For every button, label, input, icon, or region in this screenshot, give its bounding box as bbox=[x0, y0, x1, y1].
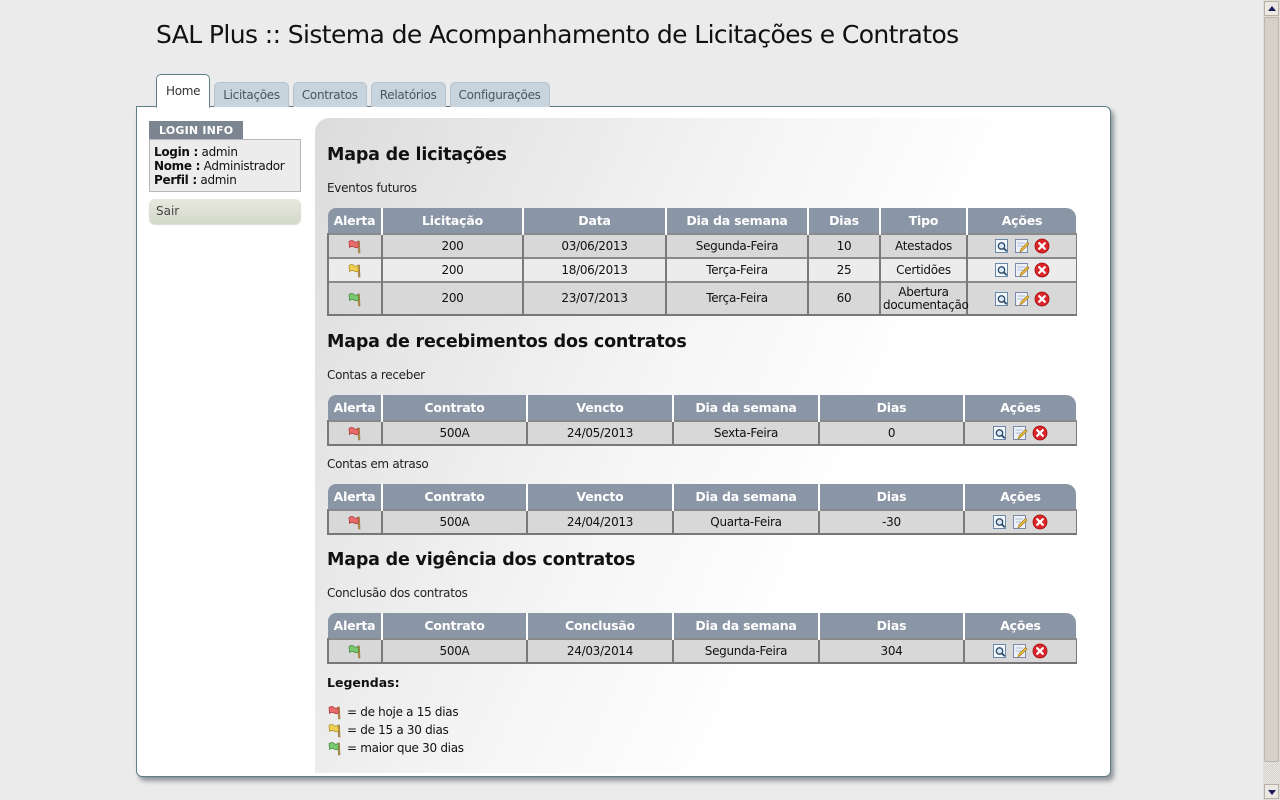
login-info-body bbox=[149, 139, 301, 192]
col-dia-semana[interactable]: Dia da semana bbox=[673, 484, 819, 510]
dia-cell: Terça-Feira bbox=[666, 258, 808, 282]
vencto-cell: 24/05/2013 bbox=[527, 421, 673, 445]
delete-icon[interactable] bbox=[1032, 514, 1048, 530]
tab-licitacoes[interactable]: Licitações bbox=[214, 82, 289, 107]
view-icon[interactable] bbox=[992, 514, 1008, 530]
view-icon[interactable] bbox=[994, 238, 1010, 254]
col-dia-semana[interactable]: Dia da semana bbox=[666, 208, 808, 234]
flag-green-icon bbox=[347, 291, 363, 307]
legend-text: = maior que 30 dias bbox=[347, 741, 464, 755]
content-panel bbox=[315, 118, 1105, 773]
login-info-header: LOGIN INFO bbox=[149, 121, 243, 139]
contrato-cell: 500A bbox=[382, 421, 527, 445]
alert-cell bbox=[328, 234, 382, 258]
tipo-line-1: Abertura bbox=[898, 284, 949, 299]
legend-item bbox=[327, 739, 464, 757]
alert-cell bbox=[328, 639, 382, 663]
delete-icon[interactable] bbox=[1034, 291, 1050, 307]
table-row bbox=[328, 258, 1076, 282]
table-header-row bbox=[328, 208, 1076, 234]
col-tipo[interactable]: Tipo bbox=[880, 208, 967, 234]
conclusao-cell: 24/03/2014 bbox=[527, 639, 673, 663]
logout-button[interactable]: Sair bbox=[149, 199, 301, 224]
col-dias[interactable]: Dias bbox=[819, 484, 964, 510]
dias-cell: -30 bbox=[819, 510, 964, 534]
col-vencto[interactable]: Vencto bbox=[527, 395, 673, 421]
table-row bbox=[328, 421, 1076, 445]
col-dias[interactable]: Dias bbox=[819, 395, 964, 421]
table-header-row bbox=[328, 395, 1076, 421]
dia-cell: Sexta-Feira bbox=[673, 421, 819, 445]
licitacao-cell: 200 bbox=[382, 234, 523, 258]
perfil-label: Perfil : bbox=[154, 173, 197, 187]
flag-red-icon bbox=[347, 425, 363, 441]
receber-table bbox=[327, 395, 1077, 446]
delete-icon[interactable] bbox=[1032, 643, 1048, 659]
recebimentos-title: Mapa de recebimentos dos contratos bbox=[327, 332, 687, 352]
col-alerta[interactable]: Alerta bbox=[328, 208, 382, 234]
login-label: Login : bbox=[154, 145, 199, 159]
col-alerta[interactable]: Alerta bbox=[328, 613, 382, 639]
delete-icon[interactable] bbox=[1032, 425, 1048, 441]
alert-cell bbox=[328, 421, 382, 445]
vigencia-subtitle: Conclusão dos contratos bbox=[327, 586, 468, 600]
nome-value: Administrador bbox=[203, 159, 285, 173]
col-alerta[interactable]: Alerta bbox=[328, 484, 382, 510]
col-acoes: Ações bbox=[964, 395, 1076, 421]
edit-icon[interactable] bbox=[1012, 425, 1028, 441]
flag-red-icon bbox=[347, 514, 363, 530]
col-dias[interactable]: Dias bbox=[808, 208, 880, 234]
col-conclusao[interactable]: Conclusão bbox=[527, 613, 673, 639]
data-cell: 18/06/2013 bbox=[523, 258, 666, 282]
col-data[interactable]: Data bbox=[523, 208, 666, 234]
actions-cell bbox=[967, 282, 1076, 315]
contrato-cell: 500A bbox=[382, 639, 527, 663]
view-icon[interactable] bbox=[992, 643, 1008, 659]
nome-row bbox=[154, 159, 296, 173]
arrow-down-icon bbox=[1268, 790, 1276, 795]
col-acoes: Ações bbox=[964, 484, 1076, 510]
legend-title: Legendas: bbox=[327, 675, 400, 690]
tab-relatorios[interactable]: Relatórios bbox=[371, 82, 446, 107]
receber-subtitle: Contas a receber bbox=[327, 368, 425, 382]
col-acoes: Ações bbox=[964, 613, 1076, 639]
table-row bbox=[328, 282, 1076, 315]
edit-icon[interactable] bbox=[1014, 238, 1030, 254]
data-cell: 23/07/2013 bbox=[523, 282, 666, 315]
col-licitacao[interactable]: Licitação bbox=[382, 208, 523, 234]
licitacao-cell: 200 bbox=[382, 282, 523, 315]
legend-item bbox=[327, 703, 464, 721]
vigencia-title: Mapa de vigência dos contratos bbox=[327, 550, 636, 570]
alert-cell bbox=[328, 510, 382, 534]
col-dia-semana[interactable]: Dia da semana bbox=[673, 395, 819, 421]
view-icon[interactable] bbox=[994, 262, 1010, 278]
scroll-down-button[interactable] bbox=[1264, 784, 1279, 799]
dia-cell: Terça-Feira bbox=[666, 282, 808, 315]
dia-cell: Segunda-Feira bbox=[666, 234, 808, 258]
legend-text: = de hoje a 15 dias bbox=[347, 705, 459, 719]
flag-yellow-icon bbox=[327, 722, 343, 738]
col-contrato[interactable]: Contrato bbox=[382, 395, 527, 421]
legend-list bbox=[327, 703, 464, 757]
flag-yellow-icon bbox=[347, 262, 363, 278]
alert-cell bbox=[328, 258, 382, 282]
arrow-up-icon bbox=[1268, 6, 1276, 11]
tab-configuracoes[interactable]: Configurações bbox=[450, 82, 550, 107]
delete-icon[interactable] bbox=[1034, 238, 1050, 254]
actions-cell bbox=[964, 421, 1076, 445]
vencto-cell: 24/04/2013 bbox=[527, 510, 673, 534]
col-acoes: Ações bbox=[967, 208, 1076, 234]
vigencia-table bbox=[327, 613, 1077, 664]
atraso-table bbox=[327, 484, 1077, 535]
contrato-cell: 500A bbox=[382, 510, 527, 534]
edit-icon[interactable] bbox=[1012, 643, 1028, 659]
tipo-cell bbox=[880, 282, 967, 315]
licitacoes-table bbox=[327, 208, 1077, 316]
flag-green-icon bbox=[327, 740, 343, 756]
flag-red-icon bbox=[347, 238, 363, 254]
vertical-scrollbar[interactable] bbox=[1263, 0, 1280, 800]
table-header-row bbox=[328, 613, 1076, 639]
edit-icon[interactable] bbox=[1014, 262, 1030, 278]
table-row bbox=[328, 510, 1076, 534]
col-alerta[interactable]: Alerta bbox=[328, 395, 382, 421]
flag-red-icon bbox=[327, 704, 343, 720]
scroll-up-button[interactable] bbox=[1264, 1, 1279, 16]
tipo-line-2: documentação bbox=[883, 297, 969, 312]
actions-cell bbox=[964, 510, 1076, 534]
actions-cell bbox=[967, 234, 1076, 258]
legend-text: = de 15 a 30 dias bbox=[347, 723, 449, 737]
view-icon[interactable] bbox=[994, 291, 1010, 307]
licitacoes-title: Mapa de licitações bbox=[327, 145, 507, 165]
table-row bbox=[328, 234, 1076, 258]
login-info-box bbox=[149, 121, 301, 192]
dia-cell: Quarta-Feira bbox=[673, 510, 819, 534]
licitacoes-subtitle: Eventos futuros bbox=[327, 181, 417, 195]
data-cell: 03/06/2013 bbox=[523, 234, 666, 258]
dias-cell: 10 bbox=[808, 234, 880, 258]
table-row bbox=[328, 639, 1076, 663]
edit-icon[interactable] bbox=[1012, 514, 1028, 530]
col-vencto[interactable]: Vencto bbox=[527, 484, 673, 510]
view-icon[interactable] bbox=[992, 425, 1008, 441]
alert-cell bbox=[328, 282, 382, 315]
tipo-cell: Atestados bbox=[880, 234, 967, 258]
flag-green-icon bbox=[347, 643, 363, 659]
login-value: admin bbox=[201, 145, 238, 159]
main-frame bbox=[136, 106, 1111, 777]
perfil-row bbox=[154, 173, 296, 187]
nome-label: Nome : bbox=[154, 159, 201, 173]
legend-item bbox=[327, 721, 464, 739]
col-contrato[interactable]: Contrato bbox=[382, 613, 527, 639]
app-title: SAL Plus :: Sistema de Acompanhamento de Licitações e Contratos bbox=[156, 20, 959, 49]
login-row bbox=[154, 145, 296, 159]
dias-cell: 25 bbox=[808, 258, 880, 282]
col-dias[interactable]: Dias bbox=[819, 613, 964, 639]
col-dia-semana[interactable]: Dia da semana bbox=[673, 613, 819, 639]
col-contrato[interactable]: Contrato bbox=[382, 484, 527, 510]
licitacao-cell: 200 bbox=[382, 258, 523, 282]
dias-cell: 0 bbox=[819, 421, 964, 445]
perfil-value: admin bbox=[200, 173, 237, 187]
table-header-row bbox=[328, 484, 1076, 510]
tab-contratos[interactable]: Contratos bbox=[293, 82, 367, 107]
dias-cell: 60 bbox=[808, 282, 880, 315]
tab-home[interactable]: Home bbox=[156, 74, 210, 108]
dia-cell: Segunda-Feira bbox=[673, 639, 819, 663]
actions-cell bbox=[964, 639, 1076, 663]
tipo-cell: Certidões bbox=[880, 258, 967, 282]
atraso-subtitle: Contas em atraso bbox=[327, 457, 429, 471]
actions-cell bbox=[967, 258, 1076, 282]
dias-cell: 304 bbox=[819, 639, 964, 663]
scrollbar-thumb[interactable] bbox=[1264, 17, 1279, 762]
main-tabs bbox=[156, 73, 554, 107]
edit-icon[interactable] bbox=[1014, 291, 1030, 307]
delete-icon[interactable] bbox=[1034, 262, 1050, 278]
